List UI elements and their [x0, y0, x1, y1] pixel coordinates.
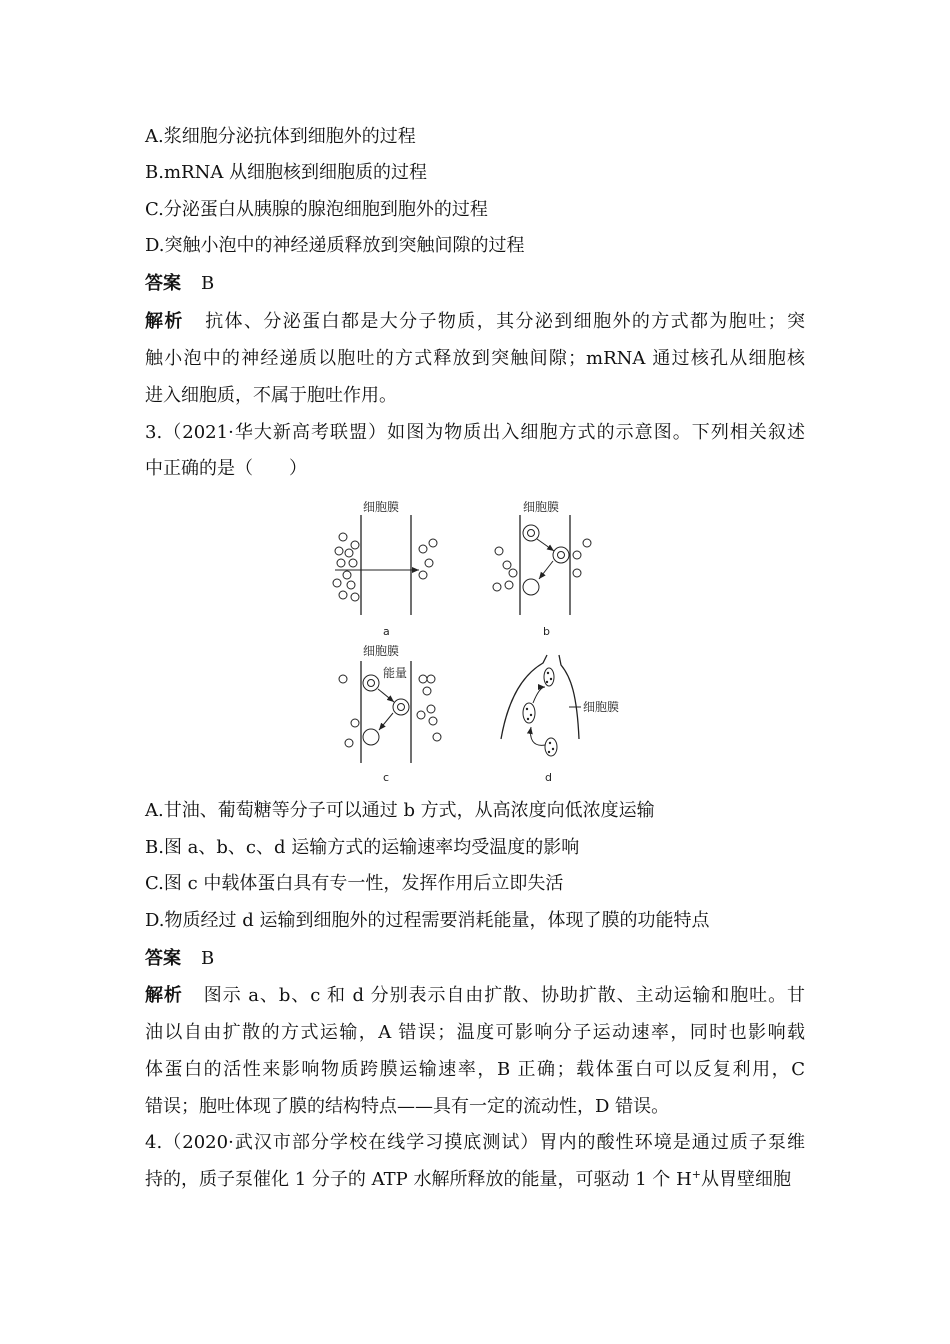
- q2-answer: [145, 272, 214, 296]
- answer-value: B: [201, 273, 215, 294]
- membrane-label-c: 细胞膜: [363, 644, 400, 658]
- molecules-c: [339, 675, 441, 747]
- analysis-text: 抗体、分泌蛋白都是大分子物质，其分泌到细胞外的方式都为胞吐；突: [203, 311, 806, 332]
- panel-d: [501, 655, 619, 784]
- vesicles-d: [523, 668, 557, 756]
- q3-stem-line-1: 3.（2021·华大新高考联盟）如图为物质出入细胞方式的示意图。下列相关叙述: [145, 422, 805, 443]
- q3-stem-line-2: 中正确的是（ ）: [145, 458, 307, 479]
- q2-analysis-line-2: 触小泡中的神经递质以胞吐的方式释放到突触间隙；mRNA 通过核孔从细胞核: [145, 348, 805, 369]
- q2-option-d: D.突触小泡中的神经递质释放到突触间隙的过程: [145, 235, 525, 256]
- answer-label: 答案: [145, 273, 181, 294]
- answer-label: 答案: [145, 948, 181, 969]
- q4-stem-tail: 从胃壁细胞: [701, 1169, 792, 1190]
- analysis-label: 解析: [145, 311, 184, 332]
- q2-option-c: C.分泌蛋白从胰腺的腺泡细胞到胞外的过程: [145, 199, 488, 220]
- panel-label-b: b: [543, 625, 550, 638]
- membrane-label-a: 细胞膜: [363, 500, 400, 514]
- q4-stem-line-1: 4.（2020·武汉市部分学校在线学习摸底测试）胃内的酸性环境是通过质子泵维: [145, 1132, 805, 1153]
- superscript-plus: +: [691, 1168, 702, 1181]
- molecules-a: [333, 533, 437, 601]
- q3-option-c: C.图 c 中载体蛋白具有专一性，发挥作用后立即失活: [145, 873, 564, 894]
- q3-option-b: B.图 a、b、c、d 运输方式的运输速率均受温度的影响: [145, 837, 580, 858]
- q3-option-a: A.甘油、葡萄糖等分子可以通过 b 方式，从高浓度向低浓度运输: [145, 800, 655, 821]
- panel-a: [333, 500, 437, 638]
- q3-analysis-line-4: 错误；胞吐体现了膜的结构特点——具有一定的流动性，D 错误。: [145, 1096, 670, 1117]
- answer-value: B: [201, 948, 215, 969]
- membrane-label-b: 细胞膜: [523, 500, 560, 514]
- q2-analysis-line-3: 进入细胞质，不属于胞吐作用。: [145, 385, 397, 406]
- cell-membrane-right: [559, 655, 579, 739]
- q3-analysis-line-2: 油以自由扩散的方式运输，A 错误；温度可影响分子运动速率，同时也影响载: [145, 1022, 805, 1043]
- q2-option-a: A.浆细胞分泌抗体到细胞外的过程: [145, 126, 416, 147]
- transport-figure: [325, 495, 625, 785]
- q2-option-b: B.mRNA 从细胞核到细胞质的过程: [145, 162, 428, 183]
- q3-analysis-line-3: 体蛋白的活性来影响物质跨膜运输速率，B 正确；载体蛋白可以反复利用，C: [145, 1059, 805, 1080]
- q3-analysis-line-1: [145, 984, 805, 1008]
- energy-label: 能量: [383, 666, 408, 680]
- panel-b: [493, 500, 591, 638]
- q4-stem-text: 持的，质子泵催化 1 分子的 ATP 水解所释放的能量，可驱动 1 个 H: [145, 1169, 692, 1190]
- carrier-protein-c: [363, 675, 409, 745]
- carrier-protein-b: [523, 525, 569, 595]
- panel-c: [339, 644, 441, 784]
- panel-label-a: a: [383, 625, 390, 638]
- molecules-b: [493, 539, 591, 591]
- panel-label-c: c: [383, 771, 390, 784]
- cell-membrane-left: [501, 655, 547, 739]
- q2-analysis-line-1: [145, 310, 805, 334]
- q3-option-d: D.物质经过 d 运输到细胞外的过程需要消耗能量，体现了膜的功能特点: [145, 910, 710, 931]
- q4-stem-line-2: [145, 1168, 791, 1192]
- analysis-text: 图示 a、b、c 和 d 分别表示自由扩散、协助扩散、主动运输和胞吐。甘: [202, 985, 806, 1006]
- analysis-label: 解析: [145, 985, 183, 1006]
- membrane-label-d: 细胞膜: [583, 700, 620, 714]
- panel-label-d: d: [545, 771, 552, 784]
- q3-answer: [145, 947, 214, 971]
